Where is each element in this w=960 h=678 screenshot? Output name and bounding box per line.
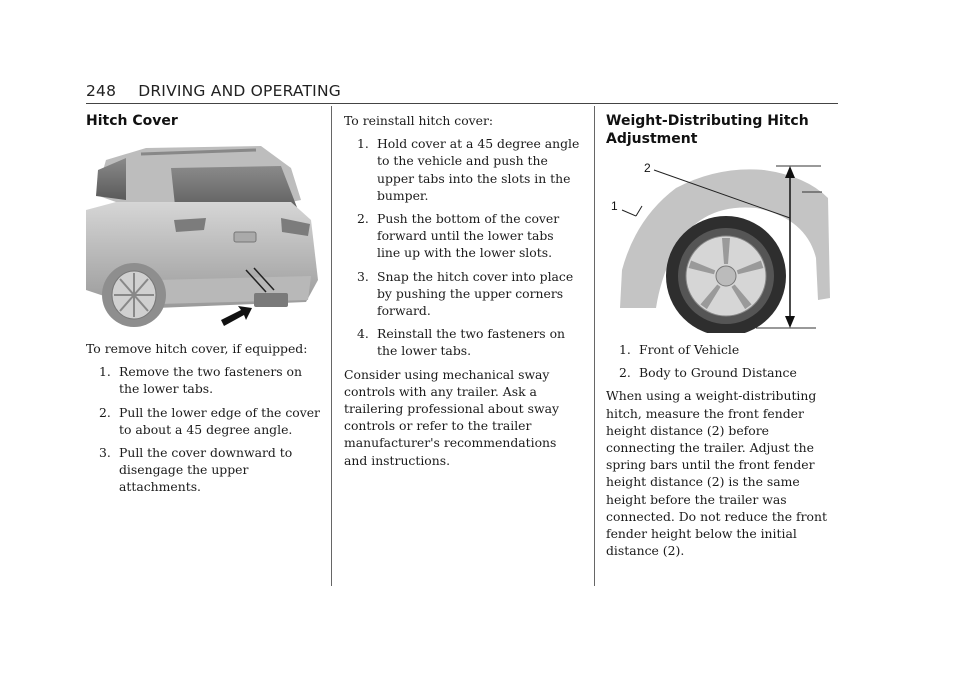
removal-steps xyxy=(86,363,322,495)
callout-1: 1 xyxy=(611,199,618,213)
hitch-cover-illustration xyxy=(86,140,322,330)
list-item: 3. Snap the hitch cover into place by pushing the upper corners forward. xyxy=(357,268,574,319)
hitch-adjustment-heading: Weight-Distributing Hitch Adjustment xyxy=(606,113,809,147)
list-item: 1. Remove the two fasteners on the lower tabs. xyxy=(99,364,302,397)
column-2 xyxy=(344,112,580,475)
list-item: 2. Push the bottom of the cover forward until the lower tabs line up with the lower slots. xyxy=(357,211,560,261)
sway-paragraph: Consider using mechanical sway controls with any trailer. Ask a trailering professional about sway controls or refer to the trailer manufacturer's recommendations and instructions. xyxy=(344,366,559,468)
adjustment-paragraph: When using a weight-distributing hitch, measure the front fender height distance (2) before connecting the trailer. Adjust the spring bars until the front fender height distance (2) is the same height before the trailer was connected. Do not reduce the front fender height below the initial distance (2). xyxy=(606,388,827,559)
page-number: 248 xyxy=(86,82,117,100)
list-item: 2. Body to Ground Distance xyxy=(619,365,797,381)
figure-legend xyxy=(606,341,842,381)
list-item: 2. Pull the lower edge of the cover to about a 45 degree angle. xyxy=(99,404,320,437)
reinstall-steps xyxy=(344,135,580,359)
list-item: 4. Reinstall the two fasteners on the lower tabs. xyxy=(357,326,566,359)
column-3 xyxy=(606,112,842,565)
callout-2: 2 xyxy=(644,161,651,175)
fender-height-illustration xyxy=(606,158,842,333)
list-item: 1. Front of Vehicle xyxy=(619,342,740,357)
list-item: 1. Hold cover at a 45 degree angle to the vehicle and push the upper tabs into the slots in the bumper. xyxy=(357,136,580,203)
hitch-cover-heading: Hitch Cover xyxy=(86,113,178,129)
removal-intro: To remove hitch cover, if equipped: xyxy=(86,341,308,356)
page-header xyxy=(86,82,838,100)
column-1 xyxy=(86,112,322,502)
header-rule xyxy=(86,103,838,104)
column-divider-2 xyxy=(594,106,595,586)
section-title: DRIVING AND OPERATING xyxy=(138,82,341,100)
column-divider-1 xyxy=(331,106,332,586)
list-item: 3. Pull the cover downward to disengage the upper attachments. xyxy=(99,445,293,495)
reinstall-intro: To reinstall hitch cover: xyxy=(344,113,494,128)
